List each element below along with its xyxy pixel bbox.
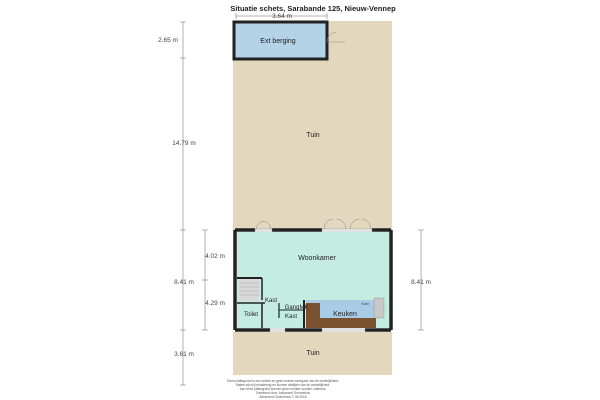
plan-title: Situatie schets, Sarabande 125, Nieuw-Vennep xyxy=(230,4,396,13)
tuin-back-label: Tuin xyxy=(306,132,320,139)
disclaimer-line: Advanced Geometrics © 08-2018 xyxy=(259,395,307,399)
fridge xyxy=(374,298,384,318)
top-width-label: 3.64 m xyxy=(272,13,292,20)
stairs xyxy=(239,279,259,301)
koel-label: Koel xyxy=(361,302,369,306)
keuken-label: Keuken xyxy=(333,311,357,318)
disclaimer-block xyxy=(227,379,339,399)
dim-tuin-depth: 14.79 m xyxy=(172,140,196,147)
tuin-front-label: Tuin xyxy=(306,350,320,357)
dim-woonkamer-depth: 4.02 m xyxy=(205,253,225,260)
top-width-dimension xyxy=(236,13,327,20)
kitchen-counter xyxy=(320,318,376,328)
gang-label: Gang xyxy=(284,305,300,311)
dim-kast-depth: 4.29 m xyxy=(205,300,225,307)
disclaimer-line: Deze plattegrond is een schets en geen exacte weergave van de werkelijkheid. xyxy=(227,379,339,383)
disclaimer-line: Aan deze plattegrond kunnen geen rechten worden ontleend. xyxy=(239,387,327,391)
woonkamer-label: Woonkamer xyxy=(298,255,336,262)
dim-house-depth-left: 8.41 m xyxy=(174,279,194,286)
disclaimer-line: Getekend door: Advanced Geometrics xyxy=(255,391,311,395)
kast-upper-label: Kast xyxy=(264,298,278,304)
ext-berging-label: Ext berging xyxy=(260,38,296,45)
toilet-label: Toilet xyxy=(243,312,259,318)
mk-label: MK xyxy=(299,305,309,311)
dim-house-depth-right: 8.41 m xyxy=(411,279,431,286)
dim-berging-depth: 2.65 m xyxy=(158,37,178,44)
dim-front-tuin-depth: 3.61 m xyxy=(174,351,194,358)
disclaimer-line: Maten zijn bij benadering en kunnen afwijken van de werkelijkheid. xyxy=(235,383,331,387)
left-dimension-chain xyxy=(180,22,208,385)
kast-lower-label: Kast xyxy=(284,314,298,320)
